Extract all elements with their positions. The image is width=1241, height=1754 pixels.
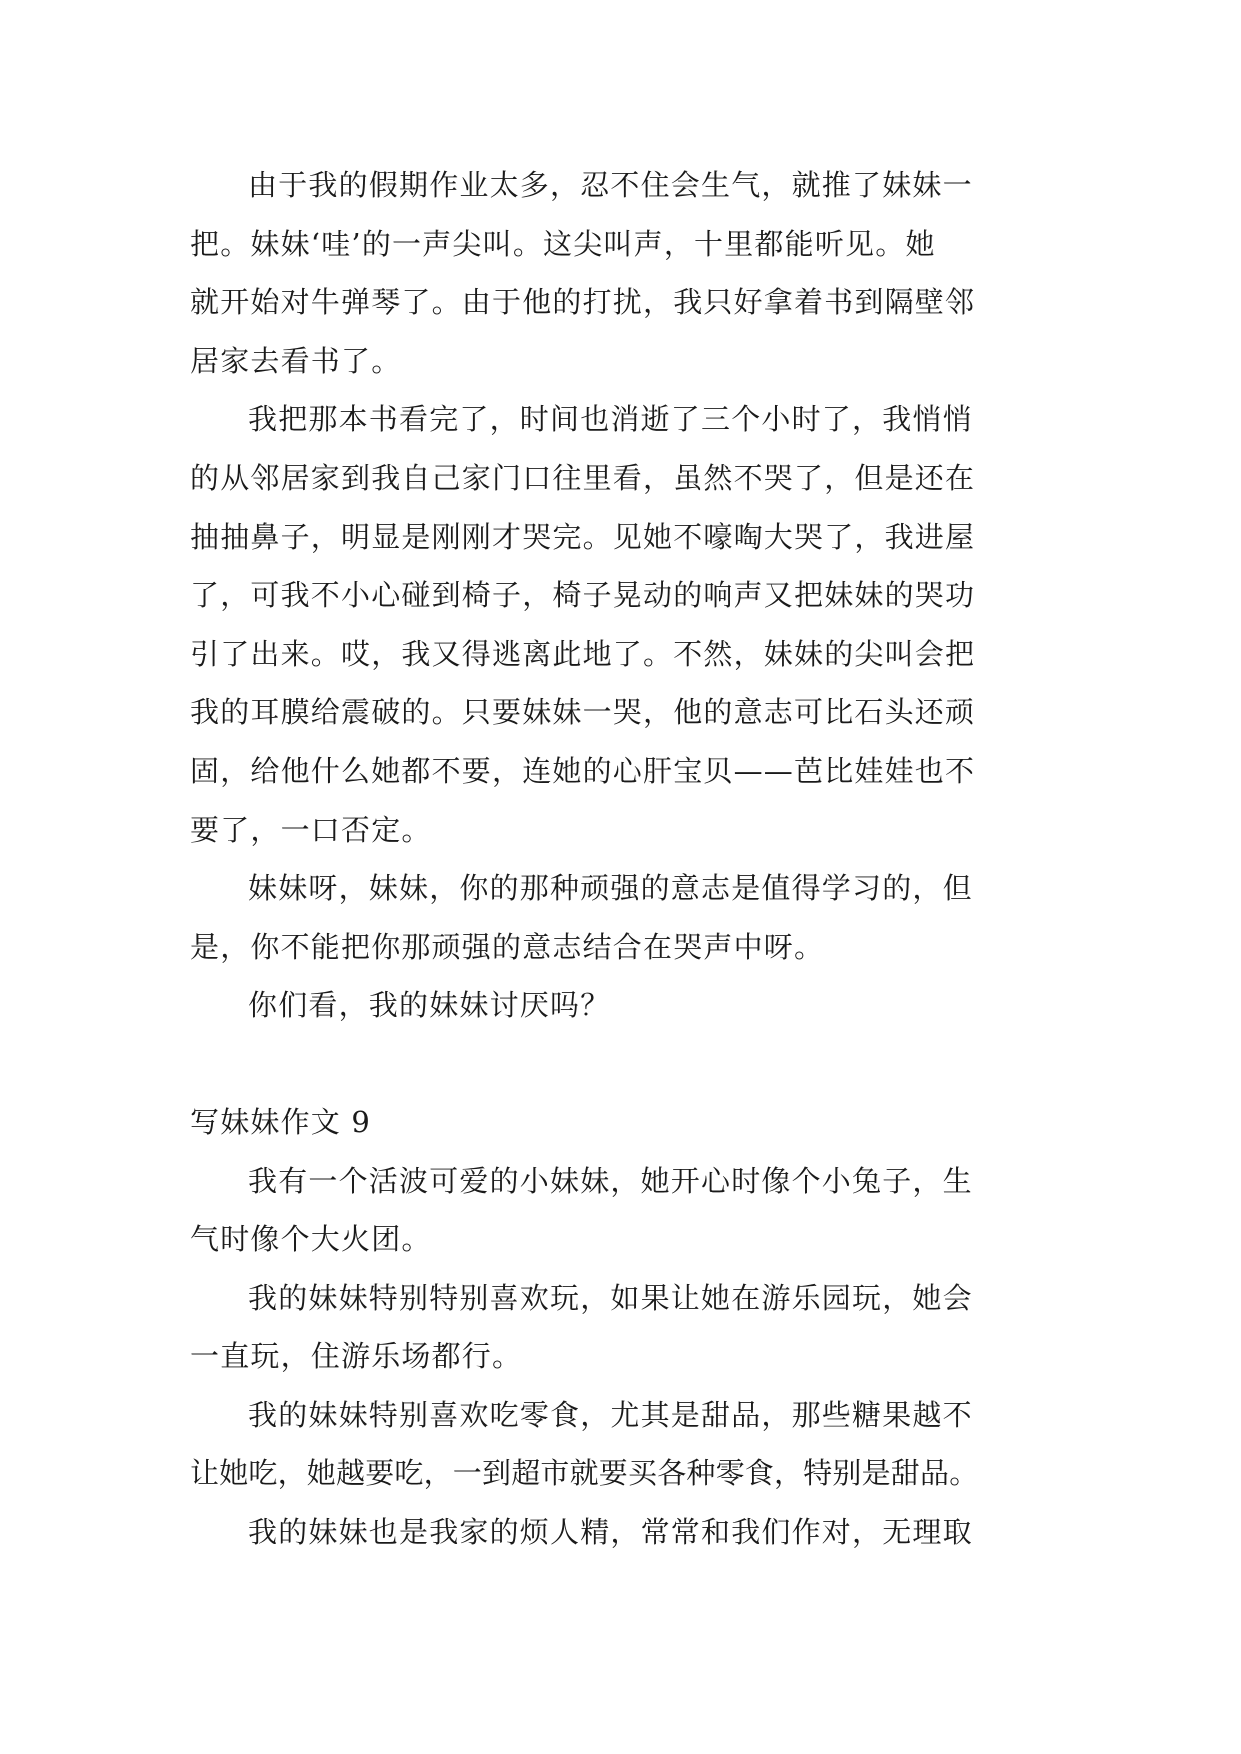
document-page (190, 156, 1060, 1562)
text-line: 我的妹妹也是我家的烦人精，常常和我们作对，无理取 (248, 1515, 973, 1550)
text-line: 我的耳膜给震破的。只要妹妹一哭，他的意志可比石头还顽 (190, 695, 976, 730)
text-line: 把。妹妹‘哇’的一声尖叫。这尖叫声，十里都能听见。她 (190, 226, 936, 261)
text-line: 的从邻居家到我自己家门口往里看，虽然不哭了，但是还在 (190, 460, 976, 495)
text-line: 居家去看书了。 (190, 343, 402, 378)
paragraph (190, 390, 1060, 859)
paragraph (190, 1269, 1060, 1386)
text-line: 让她吃，她越要吃，一到超市就要买各种零食，特别是甜品。 (190, 1456, 979, 1491)
text-line: 我把那本书看完了，时间也消逝了三个小时了，我悄悄 (248, 402, 973, 437)
text-line: 由于我的假期作业太多，忍不住会生气，就推了妹妹一 (248, 168, 973, 202)
paragraph (190, 859, 1060, 976)
text-line: 气时像个大火团。 (190, 1222, 432, 1257)
paragraph (190, 156, 1060, 390)
text-line: 是，你不能把你那顽强的意志结合在哭声中呀。 (190, 929, 825, 964)
text-line: 要了，一口否定。 (190, 812, 432, 847)
text-line: 抽抽鼻子，明显是刚刚才哭完。见她不嚎啕大哭了，我进屋 (190, 519, 976, 554)
text-line: 你们看，我的妹妹讨厌吗？ (248, 988, 611, 1023)
text-line: 引了出来。哎，我又得逃离此地了。不然，妹妹的尖叫会把 (190, 636, 976, 671)
text-line: 了，可我不小心碰到椅子，椅子晃动的响声又把妹妹的哭功 (190, 578, 976, 613)
text-line: 就开始对牛弹琴了。由于他的打扰，我只好拿着书到隔壁邻 (190, 285, 976, 320)
paragraph (190, 1503, 1060, 1562)
section-heading: 写妹妹作文 9 (190, 1104, 372, 1139)
essay-body-current (190, 1152, 1060, 1562)
text-line: 固，给他什么她都不要，连她的心肝宝贝——芭比娃娃也不 (190, 753, 976, 788)
text-line: 我有一个活波可爱的小妹妹，她开心时像个小兔子，生 (248, 1163, 973, 1198)
text-line: 妹妹呀，妹妹，你的那种顽强的意志是值得学习的，但 (248, 871, 973, 906)
essay-body-previous (190, 156, 1060, 1035)
paragraph (190, 1386, 1060, 1503)
paragraph (190, 976, 1060, 1035)
text-line: 我的妹妹特别喜欢吃零食，尤其是甜品，那些糖果越不 (248, 1397, 973, 1432)
text-line: 我的妹妹特别特别喜欢玩，如果让她在游乐园玩，她会 (248, 1280, 973, 1315)
paragraph (190, 1152, 1060, 1269)
text-line: 一直玩，住游乐场都行。 (190, 1339, 523, 1374)
